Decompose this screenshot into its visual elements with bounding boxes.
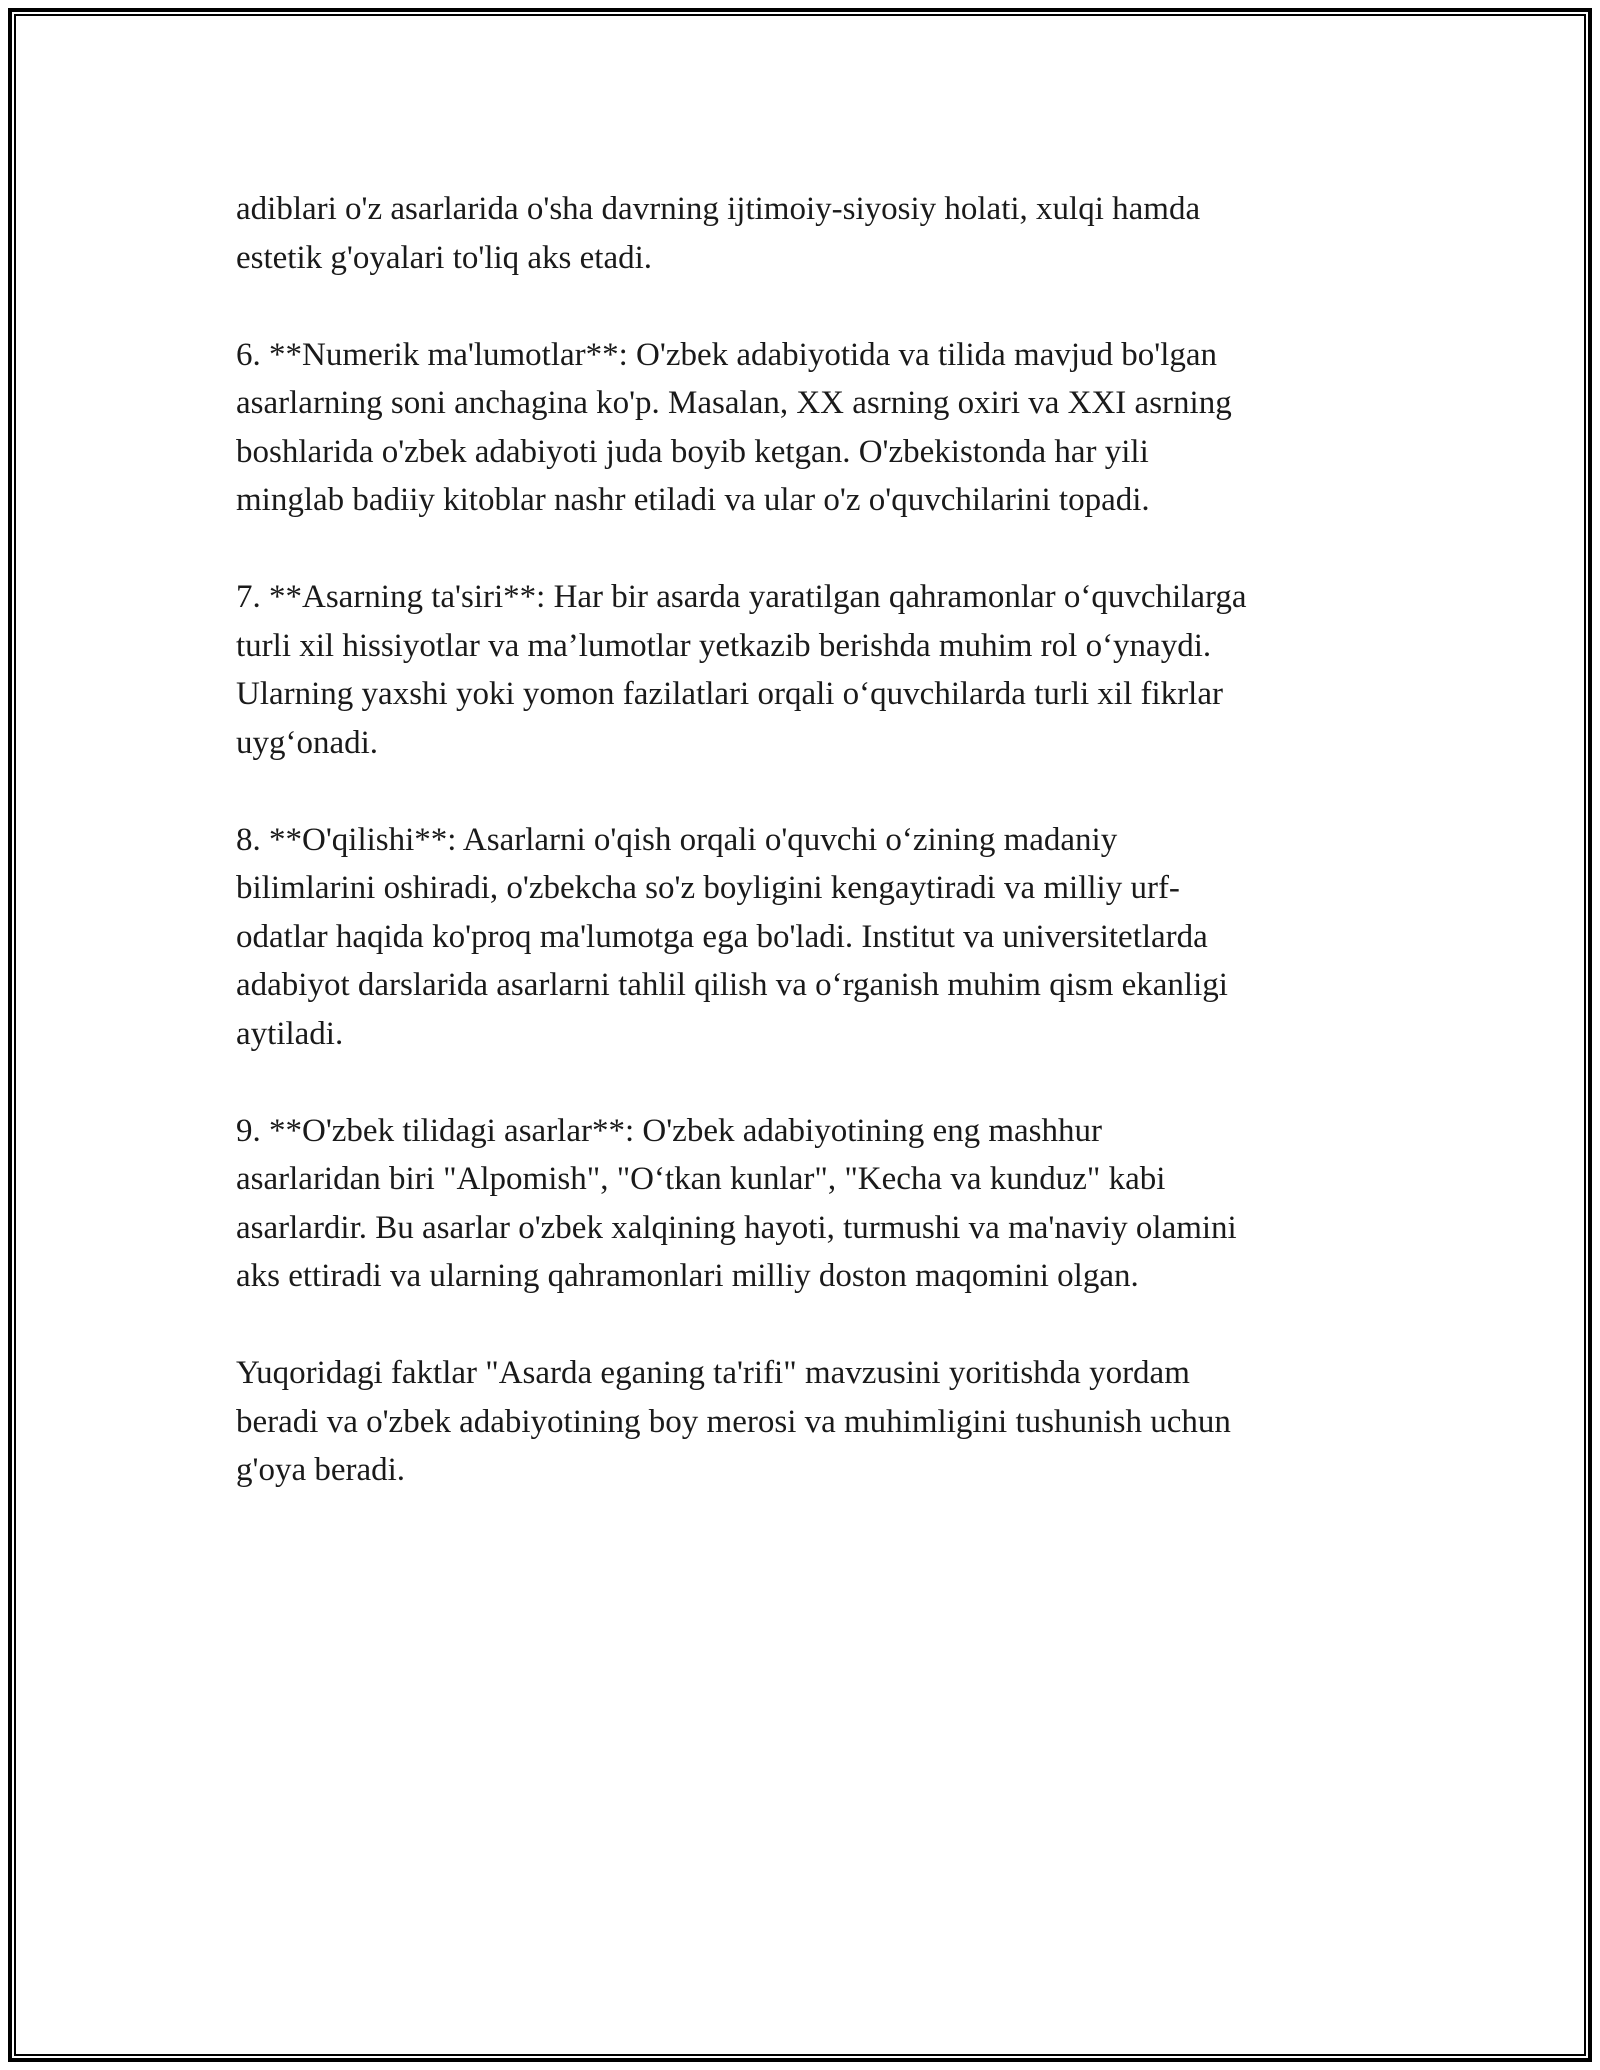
paragraph-item-7: 7. **Asarning ta'siri**: Har bir asarda yaratilgan qahramonlar o‘quvchilarga turli xil hissiyotlar va ma’lumotlar yetkazib berishda muhim rol o‘ynaydi. Ularning yaxshi yoki yomon fazilatlari orqali o‘quvchilarda turli xil fikrlar uyg‘onadi. (236, 579, 1247, 761)
paragraph-item-6: 6. **Numerik ma'lumotlar**: O'zbek adabiyotida va tilida mavjud bo'lgan asarlarning soni anchagina ko'p. Masalan, XX asrning oxiri va XXI asrning boshlarida o'zbek adabiyoti juda boyib ketgan. O'zbekistonda har yili minglab badiiy kitoblar nashr etiladi va ular o'z o'quvchilarini topadi. (236, 336, 1232, 518)
paragraph-item-8: 8. **O'qilishi**: Asarlarni o'qish orqali o'quvchi o‘zining madaniy bilimlarini oshiradi, o'zbekcha so'z boyligini kengaytiradi va milliy urf- odatlar haqida ko'proq ma'lumotga ega bo'ladi. Institut va universitetlarda adabiyot darslarida asarlarni tahlil qilish va o‘rganish muhim qism ekanligi aytiladi. (236, 821, 1228, 1052)
paragraph-continuation: adiblari o'z asarlarida o'sha davrning ijtimoiy-siyosiy holati, xulqi hamda estetik g'oyalari to'liq aks etadi. (236, 191, 1201, 276)
document-body (236, 185, 1376, 1543)
paragraph-conclusion: Yuqoridagi faktlar "Asarda eganing ta'rifi" mavzusini yoritishda yordam beradi va o'zbek adabiyotining boy merosi va muhimligini tushunish uchun g'oya beradi. (236, 1355, 1231, 1488)
paragraph-item-9: 9. **O'zbek tilidagi asarlar**: O'zbek adabiyotining eng mashhur asarlaridan biri "Alpomish", "O‘tkan kunlar", "Kecha va kunduz" kabi asarlardir. Bu asarlar o'zbek xalqining hayoti, turmushi va ma'naviy olamini aks ettiradi va ularning qahramonlari milliy doston maqomini olgan. (236, 1112, 1237, 1294)
